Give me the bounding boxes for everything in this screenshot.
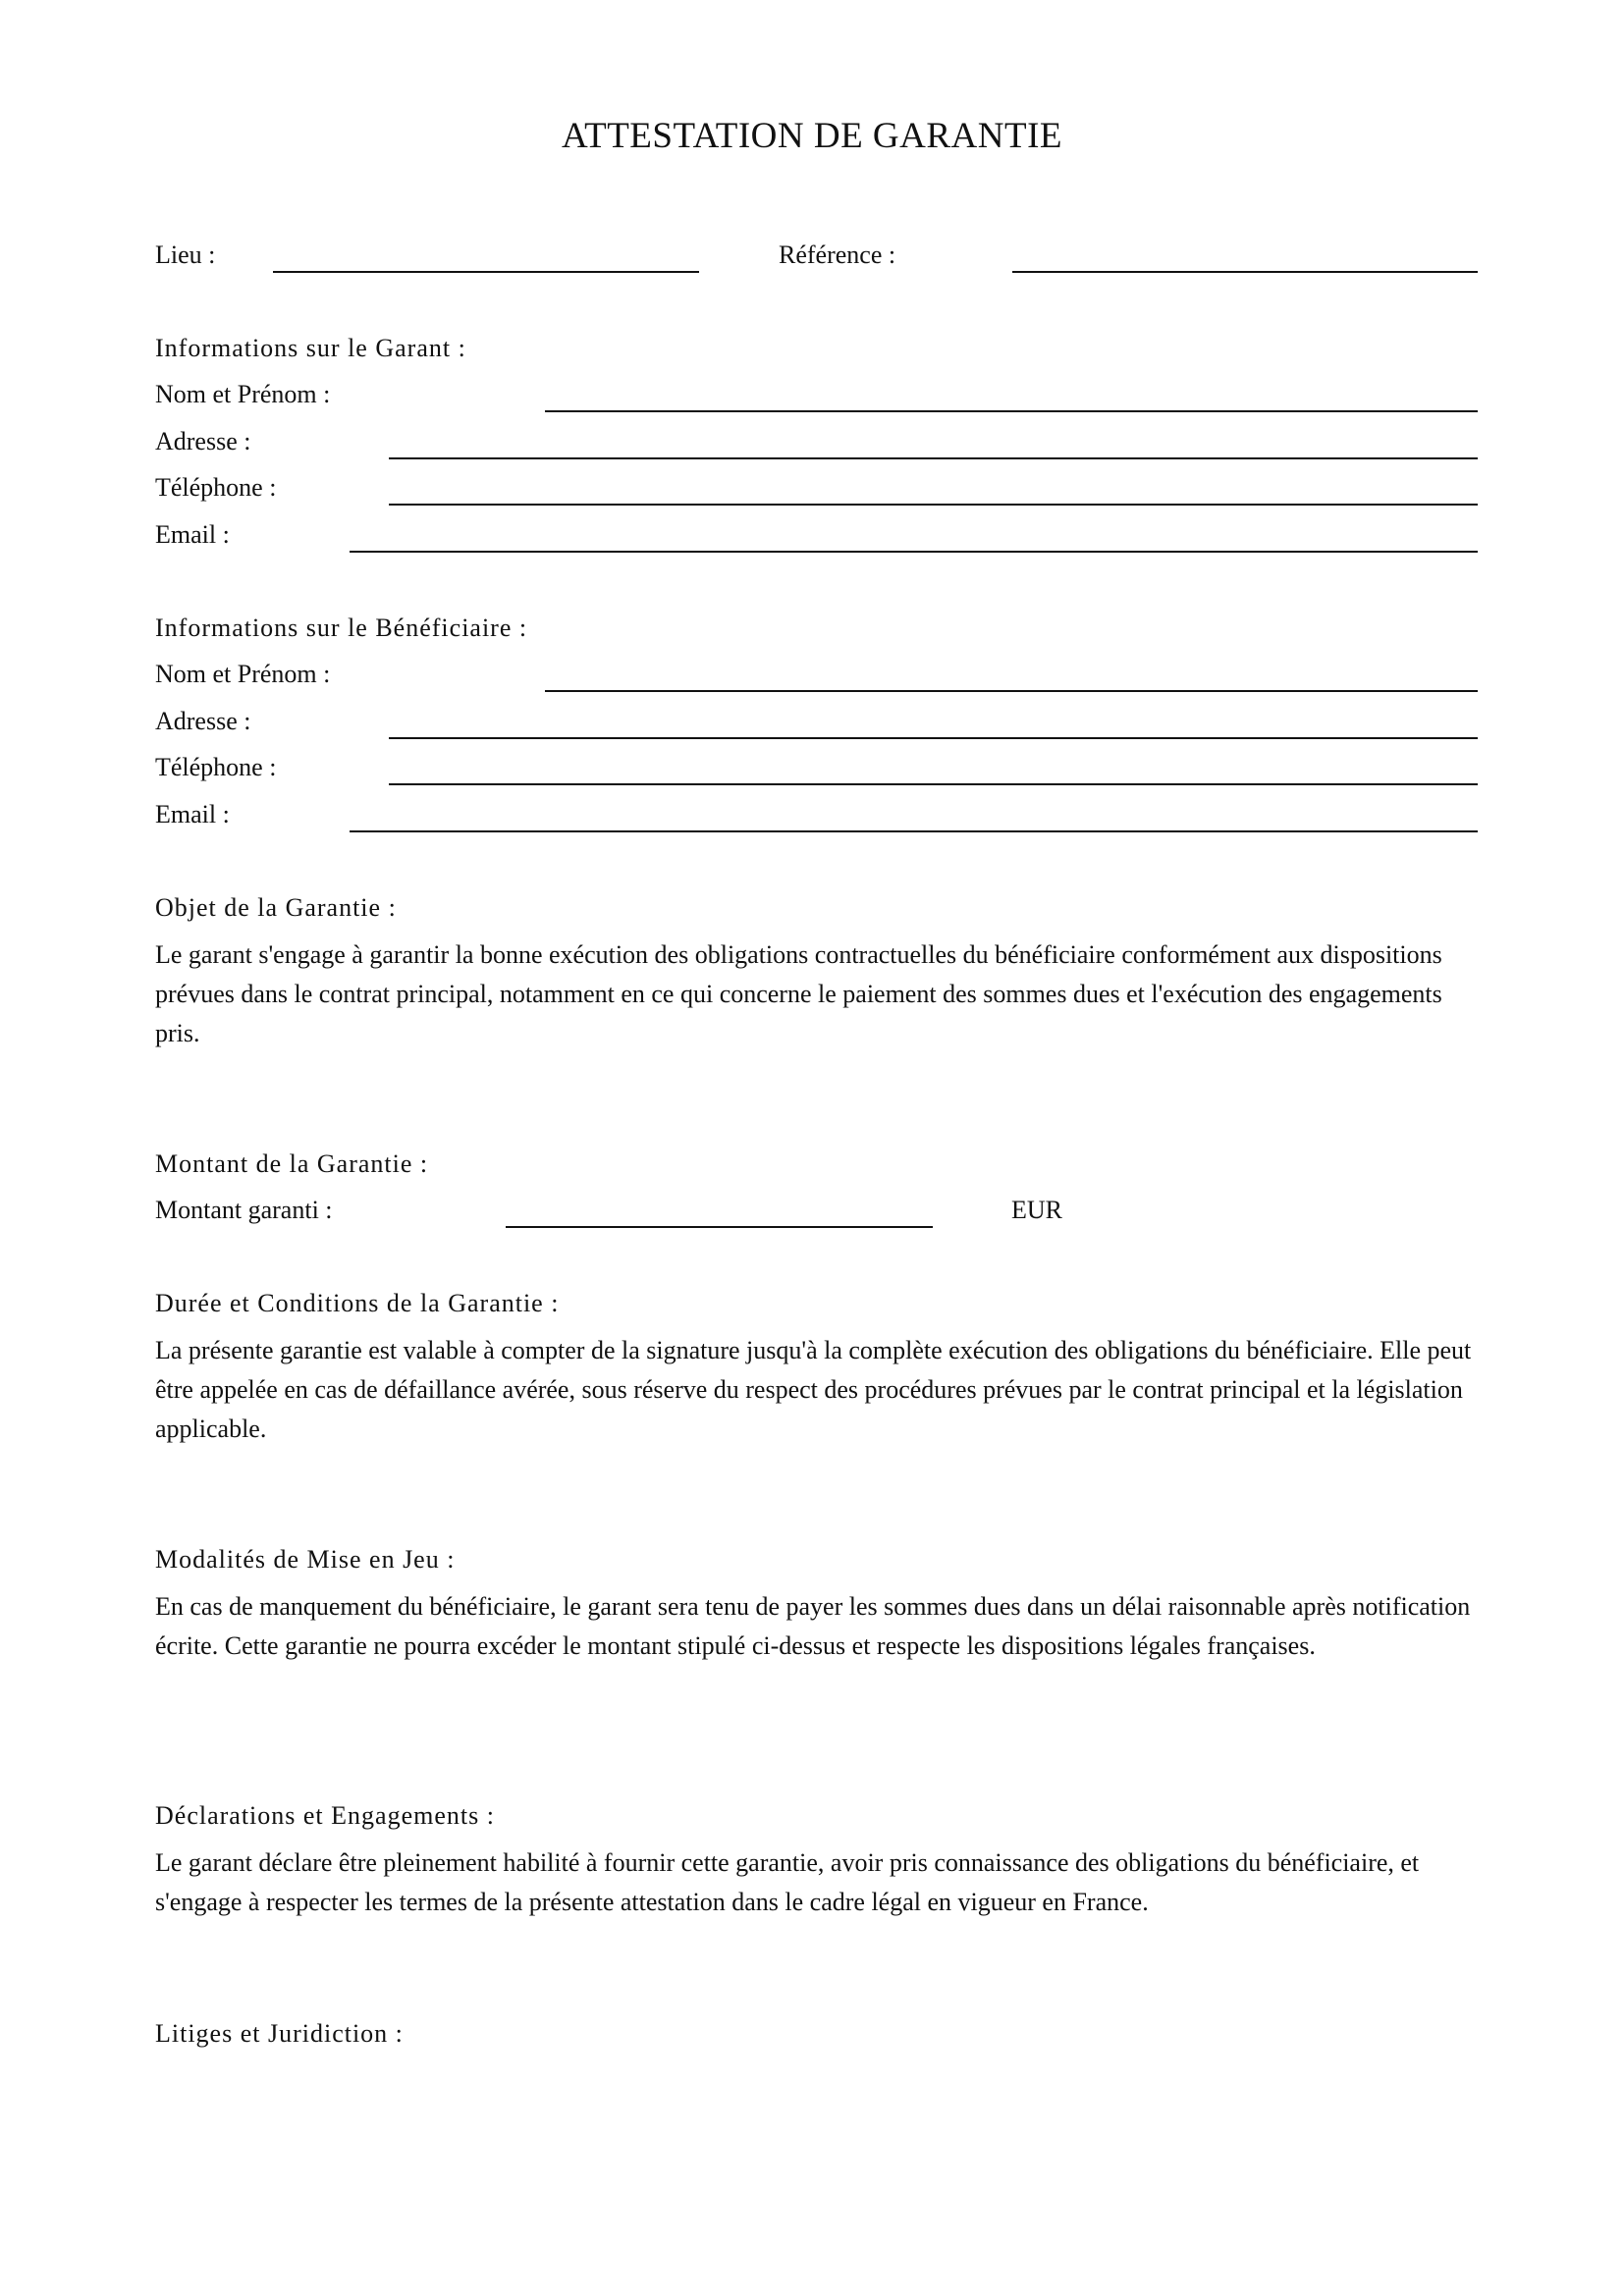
montant-currency: EUR bbox=[1011, 1196, 1062, 1224]
garant-telephone-field[interactable] bbox=[389, 504, 1478, 506]
litiges-heading: Litiges et Juridiction : bbox=[155, 2019, 404, 2048]
duree-paragraph: La présente garantie est valable à compter de la signature jusqu'à la complète exécution des obligations du bénéficiaire. Elle peut être appelée en cas de défaillance avérée, sous réserve du respect des procédures prévues par le contrat principal et la législation applicable. bbox=[155, 1336, 1472, 1443]
beneficiaire-nom-label: Nom et Prénom : bbox=[155, 660, 331, 688]
garant-heading: Informations sur le Garant : bbox=[155, 334, 466, 362]
beneficiaire-email-field[interactable] bbox=[350, 830, 1478, 832]
montant-heading: Montant de la Garantie : bbox=[155, 1149, 429, 1178]
objet-heading: Objet de la Garantie : bbox=[155, 893, 397, 922]
reference-field[interactable] bbox=[1012, 271, 1478, 273]
beneficiaire-telephone-label: Téléphone : bbox=[155, 753, 277, 781]
declarations-heading: Déclarations et Engagements : bbox=[155, 1801, 495, 1830]
montant-field[interactable] bbox=[506, 1226, 933, 1228]
garant-email-field[interactable] bbox=[350, 551, 1478, 553]
garant-adresse-label: Adresse : bbox=[155, 427, 251, 455]
beneficiaire-adresse-label: Adresse : bbox=[155, 707, 251, 735]
beneficiaire-email-label: Email : bbox=[155, 800, 230, 828]
beneficiaire-adresse-field[interactable] bbox=[389, 737, 1478, 739]
beneficiaire-telephone-field[interactable] bbox=[389, 783, 1478, 785]
garant-nom-field[interactable] bbox=[545, 410, 1478, 412]
garant-adresse-field[interactable] bbox=[389, 457, 1478, 459]
lieu-field[interactable] bbox=[273, 271, 699, 273]
objet-paragraph: Le garant s'engage à garantir la bonne exécution des obligations contractuelles du bénéficiaire conformément aux dispositions prévues dans le contrat principal, notamment en ce qui concerne le paiement des sommes dues et l'exécution des engagements pris. bbox=[155, 940, 1442, 1047]
document-title: ATTESTATION DE GARANTIE bbox=[561, 116, 1063, 156]
garant-email-label: Email : bbox=[155, 520, 230, 549]
beneficiaire-nom-field[interactable] bbox=[545, 690, 1478, 692]
reference-label: Référence : bbox=[779, 240, 896, 269]
beneficiaire-heading: Informations sur le Bénéficiaire : bbox=[155, 614, 528, 642]
garant-nom-label: Nom et Prénom : bbox=[155, 380, 331, 408]
lieu-label: Lieu : bbox=[155, 240, 216, 269]
modalites-heading: Modalités de Mise en Jeu : bbox=[155, 1545, 456, 1574]
duree-heading: Durée et Conditions de la Garantie : bbox=[155, 1289, 560, 1317]
declarations-paragraph: Le garant déclare être pleinement habilité à fournir cette garantie, avoir pris connaissance des obligations du bénéficiaire, et s'engage à respecter les termes de la présente attestation dans le cadre légal en vigueur en France. bbox=[155, 1848, 1420, 1916]
montant-label: Montant garanti : bbox=[155, 1196, 333, 1224]
modalites-paragraph: En cas de manquement du bénéficiaire, le garant sera tenu de payer les sommes dues dans un délai raisonnable après notification écrite. Cette garantie ne pourra excéder le montant stipulé ci-dessus et respecte les dispositions légales françaises. bbox=[155, 1592, 1471, 1660]
garant-telephone-label: Téléphone : bbox=[155, 473, 277, 502]
